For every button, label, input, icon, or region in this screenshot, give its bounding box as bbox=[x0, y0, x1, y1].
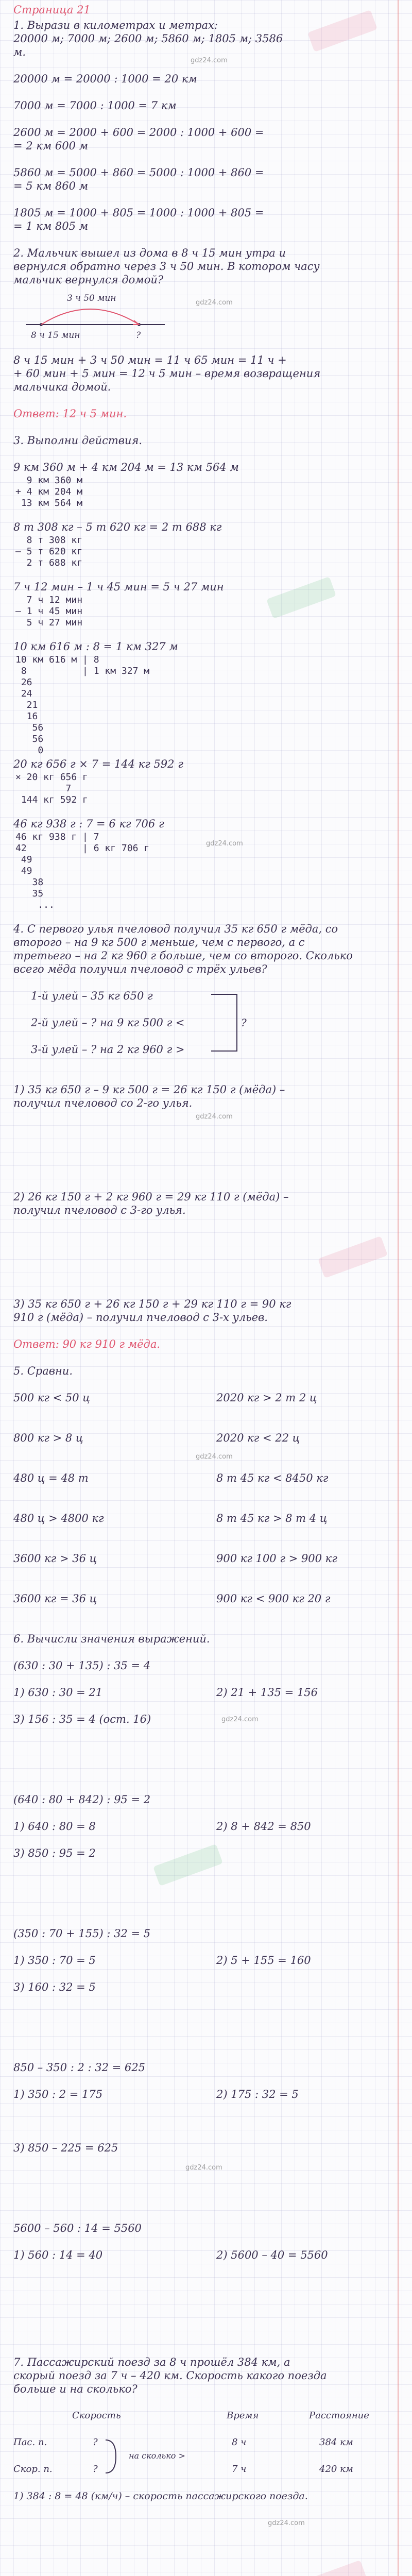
task3-calc: 7 ч 12 мин – 1 ч 45 мин 5 ч 27 мин bbox=[15, 595, 83, 628]
compare-left: 500 кг < 50 ц bbox=[13, 1392, 90, 1404]
svg-text:?: ? bbox=[241, 1016, 247, 1029]
expression-step: 2) 5600 – 40 = 5560 bbox=[216, 2249, 328, 2261]
table-cell: ? bbox=[93, 2464, 98, 2475]
task1-line: = 2 км 600 м bbox=[13, 140, 89, 152]
expression-step: 2) 21 + 135 = 156 bbox=[216, 1686, 318, 1699]
watermark: gdz24.com bbox=[221, 1716, 259, 1723]
compare-right: 8 т 45 кг > 8 т 4 ц bbox=[216, 1512, 328, 1524]
task4-line: всего мёда получил пчеловод с трёх ульев? bbox=[13, 963, 267, 975]
task4-solution: получил пчеловод со 2-го улья. bbox=[13, 1097, 193, 1109]
table-brace bbox=[103, 2436, 124, 2477]
watermark: gdz24.com bbox=[206, 840, 243, 848]
table-note: на сколько > bbox=[129, 2451, 185, 2461]
task3-item: 9 км 360 м + 4 км 204 м = 13 км 564 м bbox=[13, 461, 239, 473]
task4-line: третьего – на 2 кг 960 г больше, чем со второго. Сколько bbox=[13, 950, 353, 962]
table-cell: ? bbox=[93, 2437, 98, 2448]
task4-scheme: 1-й улей – 35 кг 650 г bbox=[31, 990, 153, 1002]
compare-right: 900 кг < 900 кг 20 г bbox=[216, 1592, 331, 1605]
task3-calc: 46 кг 938 г | 7 42 | 6 кг 706 г 49 49 38 35 ... bbox=[15, 832, 150, 910]
task3-item: 8 т 308 кг – 5 т 620 кг = 2 т 688 кг bbox=[13, 521, 222, 533]
task1-line: 7000 м = 7000 : 1000 = 7 км bbox=[13, 99, 177, 112]
table-row-label: Пас. п. bbox=[13, 2437, 47, 2448]
expression-step: 3) 850 : 95 = 2 bbox=[13, 1847, 96, 1859]
task4-solution: 910 г (мёда) – получил пчеловод с 3-х ульев. bbox=[13, 1311, 268, 1324]
expression-step: 1) 350 : 70 = 5 bbox=[13, 1954, 96, 1967]
expression-step: 1) 350 : 2 = 175 bbox=[13, 2088, 103, 2100]
expression: (630 : 30 + 135) : 35 = 4 bbox=[13, 1659, 151, 1672]
task1-line: 1. Вырази в километрах и метрах: bbox=[13, 19, 218, 31]
expression-step: 1) 640 : 80 = 8 bbox=[13, 1820, 96, 1833]
task4-line: 4. С первого улья пчеловод получил 35 кг 650 г мёда, со bbox=[13, 923, 338, 935]
expression-step: 3) 850 – 225 = 625 bbox=[13, 2142, 118, 2154]
table-header: Расстояние bbox=[309, 2410, 369, 2421]
table-cell: 384 км bbox=[319, 2437, 353, 2448]
task4-line: второго – на 9 кг 500 г меньше, чем с первого, а с bbox=[13, 936, 305, 948]
table-cell: 7 ч bbox=[232, 2464, 247, 2475]
task1-line: 2600 м = 2000 + 600 = 2000 : 1000 + 600 = bbox=[13, 126, 264, 139]
task7-line: больше и на сколько? bbox=[13, 2383, 138, 2395]
task2-line: мальчик вернулся домой? bbox=[13, 274, 164, 286]
expression-step: 1) 560 : 14 = 40 bbox=[13, 2249, 103, 2261]
expression-step: 3) 160 : 32 = 5 bbox=[13, 1981, 96, 1993]
task1-line: 20000 м = 20000 : 1000 = 20 км bbox=[13, 73, 197, 85]
compare-right: 2020 кг > 2 т 2 ц bbox=[216, 1392, 317, 1404]
margin-line bbox=[398, 0, 399, 2576]
task3-calc: 10 км 616 м | 8 8 | 1 км 327 м 26 24 21 16 56 56 0 bbox=[15, 654, 150, 756]
task2-line: + 60 мин + 5 мин = 12 ч 5 мин – время возвращения bbox=[13, 367, 321, 380]
task3-item: 20 кг 656 г × 7 = 144 кг 592 г bbox=[13, 758, 183, 770]
compare-right: 2020 кг < 22 ц bbox=[216, 1432, 300, 1444]
compare-left: 3600 кг = 36 ц bbox=[13, 1592, 97, 1605]
expression-step: 2) 8 + 842 = 850 bbox=[216, 1820, 311, 1833]
expression: (640 : 80 + 842) : 95 = 2 bbox=[13, 1793, 151, 1806]
compare-right: 8 т 45 кг < 8450 кг bbox=[216, 1472, 329, 1484]
expression-step: 2) 5 + 155 = 160 bbox=[216, 1954, 311, 1967]
table-cell: 8 ч bbox=[232, 2437, 247, 2448]
task7-solution: 1) 384 : 8 = 48 (км/ч) – скорость пассажирского поезда. bbox=[13, 2490, 308, 2502]
expression-step: 2) 175 : 32 = 5 bbox=[216, 2088, 299, 2100]
task2-line: 8 ч 15 мин + 3 ч 50 мин = 11 ч 65 мин = 11 ч + bbox=[13, 354, 287, 366]
task1-line: = 1 км 805 м bbox=[13, 220, 89, 232]
compare-left: 480 ц > 4800 кг bbox=[13, 1512, 104, 1524]
task1-line: м. bbox=[13, 46, 26, 58]
compare-left: 480 ц = 48 т bbox=[13, 1472, 89, 1484]
task1-line: 20000 м; 7000 м; 2600 м; 5860 м; 1805 м; 3586 bbox=[13, 32, 283, 45]
diagram-top-label: 3 ч 50 мин bbox=[67, 293, 116, 303]
task4-solution: получил пчеловод с 3-го улья. bbox=[13, 1204, 186, 1216]
expression: 5600 – 560 : 14 = 5560 bbox=[13, 2222, 142, 2234]
task4-solution: 2) 26 кг 150 г + 2 кг 960 г = 29 кг 110 г (мёда) – bbox=[13, 1191, 289, 1203]
task5-title: 5. Сравни. bbox=[13, 1365, 73, 1377]
table-header: Скорость bbox=[72, 2410, 121, 2421]
table-header: Время bbox=[227, 2410, 259, 2421]
task4-solution: 1) 35 кг 650 г – 9 кг 500 г = 26 кг 150 г (мёда) – bbox=[13, 1083, 285, 1096]
task1-line: = 5 км 860 м bbox=[13, 180, 89, 192]
task6-title: 6. Вычисли значения выражений. bbox=[13, 1633, 210, 1645]
task3-title: 3. Выполни действия. bbox=[13, 434, 143, 447]
time-arc-diagram bbox=[10, 289, 175, 345]
table-row-label: Скор. п. bbox=[13, 2464, 53, 2475]
task4-scheme: 2-й улей – ? на 9 кг 500 г < bbox=[31, 1016, 185, 1029]
diagram-start-label: 8 ч 15 мин bbox=[31, 330, 80, 341]
watermark: gdz24.com bbox=[196, 299, 233, 307]
table-cell: 420 км bbox=[319, 2464, 353, 2475]
compare-left: 800 кг > 8 ц bbox=[13, 1432, 83, 1444]
expression-step: 1) 630 : 30 = 21 bbox=[13, 1686, 103, 1699]
task4-solution: 3) 35 кг 650 г + 26 кг 150 г + 29 кг 110 г = 90 кг bbox=[13, 1298, 291, 1310]
task3-calc: 9 км 360 м + 4 км 204 м 13 км 564 м bbox=[15, 475, 83, 509]
task4-scheme: 3-й улей – ? на 2 кг 960 г > bbox=[31, 1043, 185, 1056]
scheme-bracket bbox=[206, 989, 252, 1056]
task2-answer: Ответ: 12 ч 5 мин. bbox=[13, 408, 127, 420]
task7-line: скорый поезд за 7 ч – 420 км. Скорость какого поезда bbox=[13, 2369, 327, 2382]
expression: 850 – 350 : 2 : 32 = 625 bbox=[13, 2061, 145, 2074]
task1-line: 1805 м = 1000 + 805 = 1000 : 1000 + 805 = bbox=[13, 207, 264, 219]
compare-right: 900 кг 100 г > 900 кг bbox=[216, 1552, 337, 1565]
task3-calc: 8 т 308 кг – 5 т 620 кг 2 т 688 кг bbox=[15, 535, 83, 568]
task3-calc: × 20 кг 656 г 7 144 кг 592 г bbox=[15, 772, 88, 805]
watermark: gdz24.com bbox=[268, 2519, 305, 2527]
task7-line: 7. Пассажирский поезд за 8 ч прошёл 384 км, а bbox=[13, 2356, 290, 2368]
diagram-end-label: ? bbox=[136, 330, 141, 341]
expression-step: 3) 156 : 35 = 4 (ост. 16) bbox=[13, 1713, 151, 1725]
task1-line: 5860 м = 5000 + 860 = 5000 : 1000 + 860 = bbox=[13, 166, 264, 179]
compare-left: 3600 кг > 36 ц bbox=[13, 1552, 97, 1565]
page-title: Страница 21 bbox=[13, 4, 91, 16]
expression: (350 : 70 + 155) : 32 = 5 bbox=[13, 1927, 151, 1940]
task2-line: вернулся обратно через 3 ч 50 мин. В котором часу bbox=[13, 260, 320, 273]
task3-item: 46 кг 938 г : 7 = 6 кг 706 г bbox=[13, 818, 164, 830]
watermark: gdz24.com bbox=[191, 57, 228, 64]
task4-answer: Ответ: 90 кг 910 г мёда. bbox=[13, 1338, 161, 1350]
watermark: gdz24.com bbox=[196, 1113, 233, 1121]
task2-line: мальчика домой. bbox=[13, 381, 111, 393]
task2-line: 2. Мальчик вышел из дома в 8 ч 15 мин утра и bbox=[13, 247, 286, 259]
task3-item: 7 ч 12 мин – 1 ч 45 мин = 5 ч 27 мин bbox=[13, 581, 224, 593]
watermark: gdz24.com bbox=[196, 1453, 233, 1461]
task3-item: 10 км 616 м : 8 = 1 км 327 м bbox=[13, 640, 178, 653]
watermark: gdz24.com bbox=[185, 2164, 222, 2172]
